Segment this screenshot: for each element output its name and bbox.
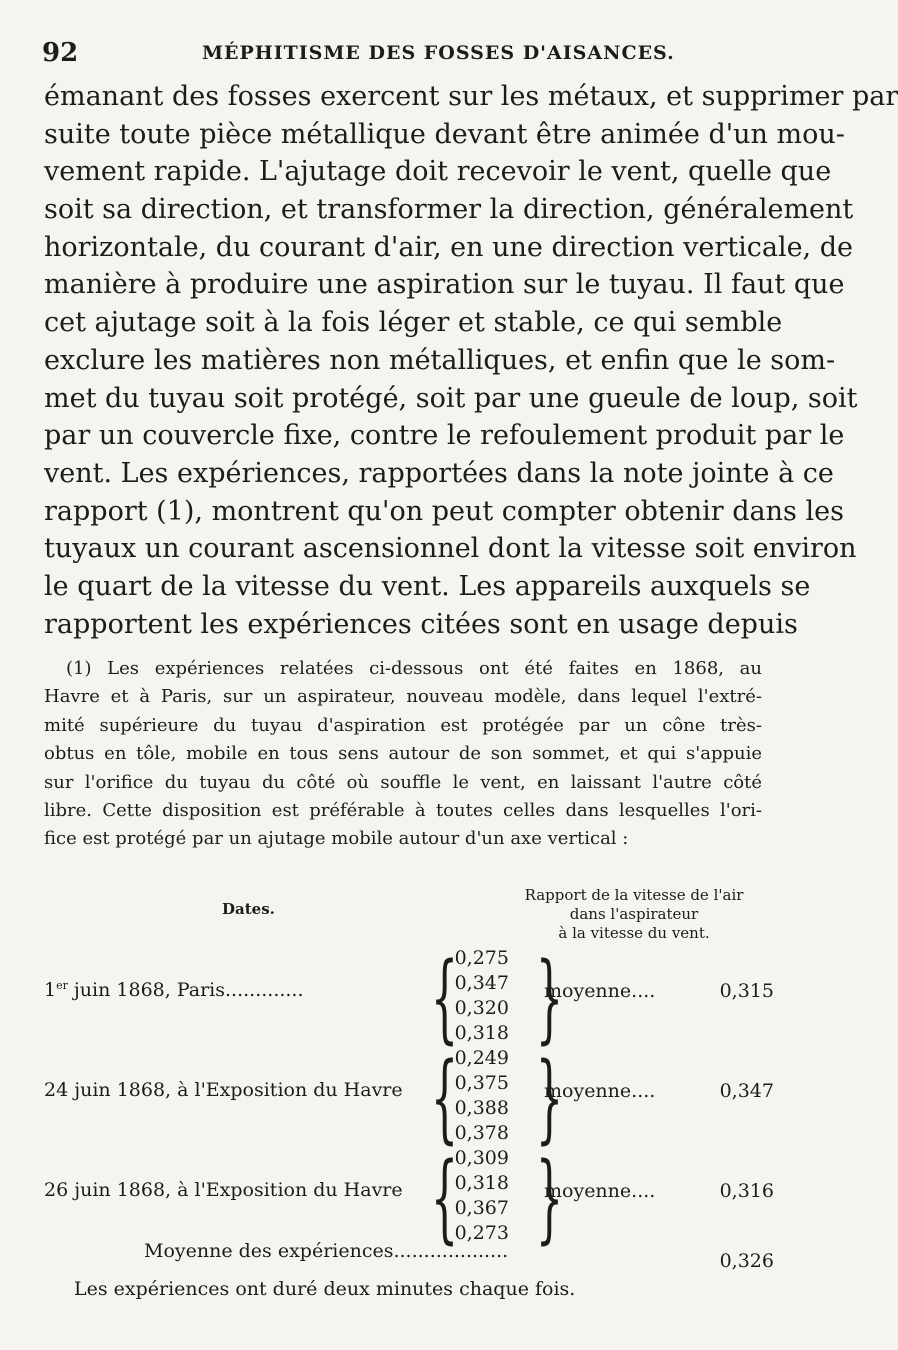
body-line: met du tuyau soit protégé, soit par une gueule de loup, soit [44, 382, 858, 414]
left-brace: { [430, 942, 459, 1054]
body-line: rapportent les expériences citées sont en usage depuis [44, 608, 798, 640]
right-brace: } [535, 942, 564, 1054]
body-line: vement rapide. L'ajutage doit recevoir le vent, quelle que [44, 156, 832, 188]
footnote-line: obtus en tôle, mobile en tous sens autour de son sommet, et qui s'appuie [44, 743, 762, 765]
experiment-date [44, 979, 304, 1001]
footnote-line: (1) Les expériences relatées ci-dessous ont été faites en 1868, au [66, 658, 762, 679]
ratio-value: 0,320 [454, 997, 509, 1019]
experiment-date [44, 1179, 403, 1201]
group-average: 0,316 [719, 1180, 774, 1202]
footnote-line: Havre et à Paris, sur un aspirateur, nouveau modèle, dans lequel l'extré- [44, 686, 762, 708]
body-line: rapport (1), montrent qu'on peut compter obtenir dans les [44, 495, 844, 527]
ratio-value: 0,347 [454, 972, 509, 994]
body-line: le quart de la vitesse du vent. Les appareils auxquels se [44, 570, 811, 602]
duration-note: Les expériences ont duré deux minutes chaque fois. [74, 1278, 576, 1300]
ratio-value: 0,309 [454, 1147, 509, 1169]
column-header-ratio-line: à la vitesse du vent. [558, 924, 710, 942]
body-line: exclure les matières non métalliques, et enfin que le som- [44, 344, 836, 376]
ratio-value: 0,318 [454, 1022, 509, 1044]
body-line: manière à produire une aspiration sur le tuyau. Il faut que [44, 269, 845, 301]
experiment-group [44, 942, 774, 1054]
group-average: 0,315 [719, 980, 774, 1002]
experiment-group [44, 1142, 774, 1254]
moyenne-label: moyenne.... [544, 1080, 656, 1102]
ratio-value: 0,318 [454, 1172, 509, 1194]
column-header-ratio-line: dans l'aspirateur [569, 905, 699, 923]
date-text: juin 1868, Paris............. [67, 979, 304, 1001]
column-header-ratio-line: Rapport de la vitesse de l'air [524, 886, 744, 904]
footnote-line: libre. Cette disposition est préférable à toutes celles dans lesquelles l'ori- [44, 799, 762, 821]
ratio-value: 0,367 [454, 1197, 509, 1219]
ratio-values [449, 946, 509, 1046]
page-header [42, 38, 782, 78]
body-line: vent. Les expériences, rapportées dans la note jointe à ce [44, 457, 834, 489]
ratio-value: 0,375 [454, 1072, 509, 1094]
body-line: tuyaux un courant ascensionnel dont la vitesse soit environ [44, 533, 857, 565]
experiment-group [44, 1042, 774, 1154]
body-line: soit sa direction, et transformer la direction, généralement [44, 194, 854, 226]
ratio-values [449, 1146, 509, 1246]
footnote [44, 655, 762, 854]
body-line: émanant des fosses exercent sur les métaux, et supprimer par [44, 81, 898, 112]
group-average: 0,347 [719, 1080, 774, 1102]
ratio-value: 0,378 [454, 1122, 509, 1144]
left-brace: { [430, 1142, 459, 1254]
experiment-date [44, 1079, 403, 1101]
experiment-table [44, 880, 774, 1300]
column-header-ratio [489, 886, 779, 943]
main-paragraph [44, 78, 898, 643]
body-line: par un couvercle fixe, contre le refoulement produit par le [44, 420, 845, 452]
ratio-value: 0,273 [454, 1222, 509, 1244]
overall-average-value: 0,326 [719, 1250, 774, 1272]
column-header-dates: Dates. [222, 900, 275, 918]
ratio-values [449, 1046, 509, 1146]
body-line: cet ajutage soit à la fois léger et stable, ce qui semble [44, 307, 783, 339]
ratio-value: 0,275 [454, 947, 509, 969]
right-brace: } [535, 1142, 564, 1254]
ratio-value: 0,249 [454, 1047, 509, 1069]
date-text: 26 juin 1868, à l'Exposition du Havre [44, 1179, 403, 1201]
page-number: 92 [42, 38, 79, 68]
footnote-line: sur l'orifice du tuyau du côté où souffle le vent, en laissant l'autre côté [44, 771, 762, 793]
date-ordinal: er [56, 979, 68, 992]
body-line: horizontale, du courant d'air, en une direction verticale, de [44, 231, 853, 263]
overall-average-label: Moyenne des expériences................... [144, 1240, 509, 1262]
ratio-value: 0,388 [454, 1097, 509, 1119]
footnote-line: fice est protégé par un ajutage mobile autour d'un axe vertical : [44, 828, 629, 850]
right-brace: } [535, 1042, 564, 1154]
body-line: suite toute pièce métallique devant être animée d'un mou- [44, 118, 845, 150]
moyenne-label: moyenne.... [544, 1180, 656, 1202]
running-title: MÉPHITISME DES FOSSES D'AISANCES. [202, 42, 675, 64]
date-day: 1 [44, 979, 57, 1001]
left-brace: { [430, 1042, 459, 1154]
moyenne-label: moyenne.... [544, 980, 656, 1002]
footnote-line: mité supérieure du tuyau d'aspiration est protégée par un cône très- [44, 714, 762, 736]
date-text: 24 juin 1868, à l'Exposition du Havre [44, 1079, 403, 1101]
